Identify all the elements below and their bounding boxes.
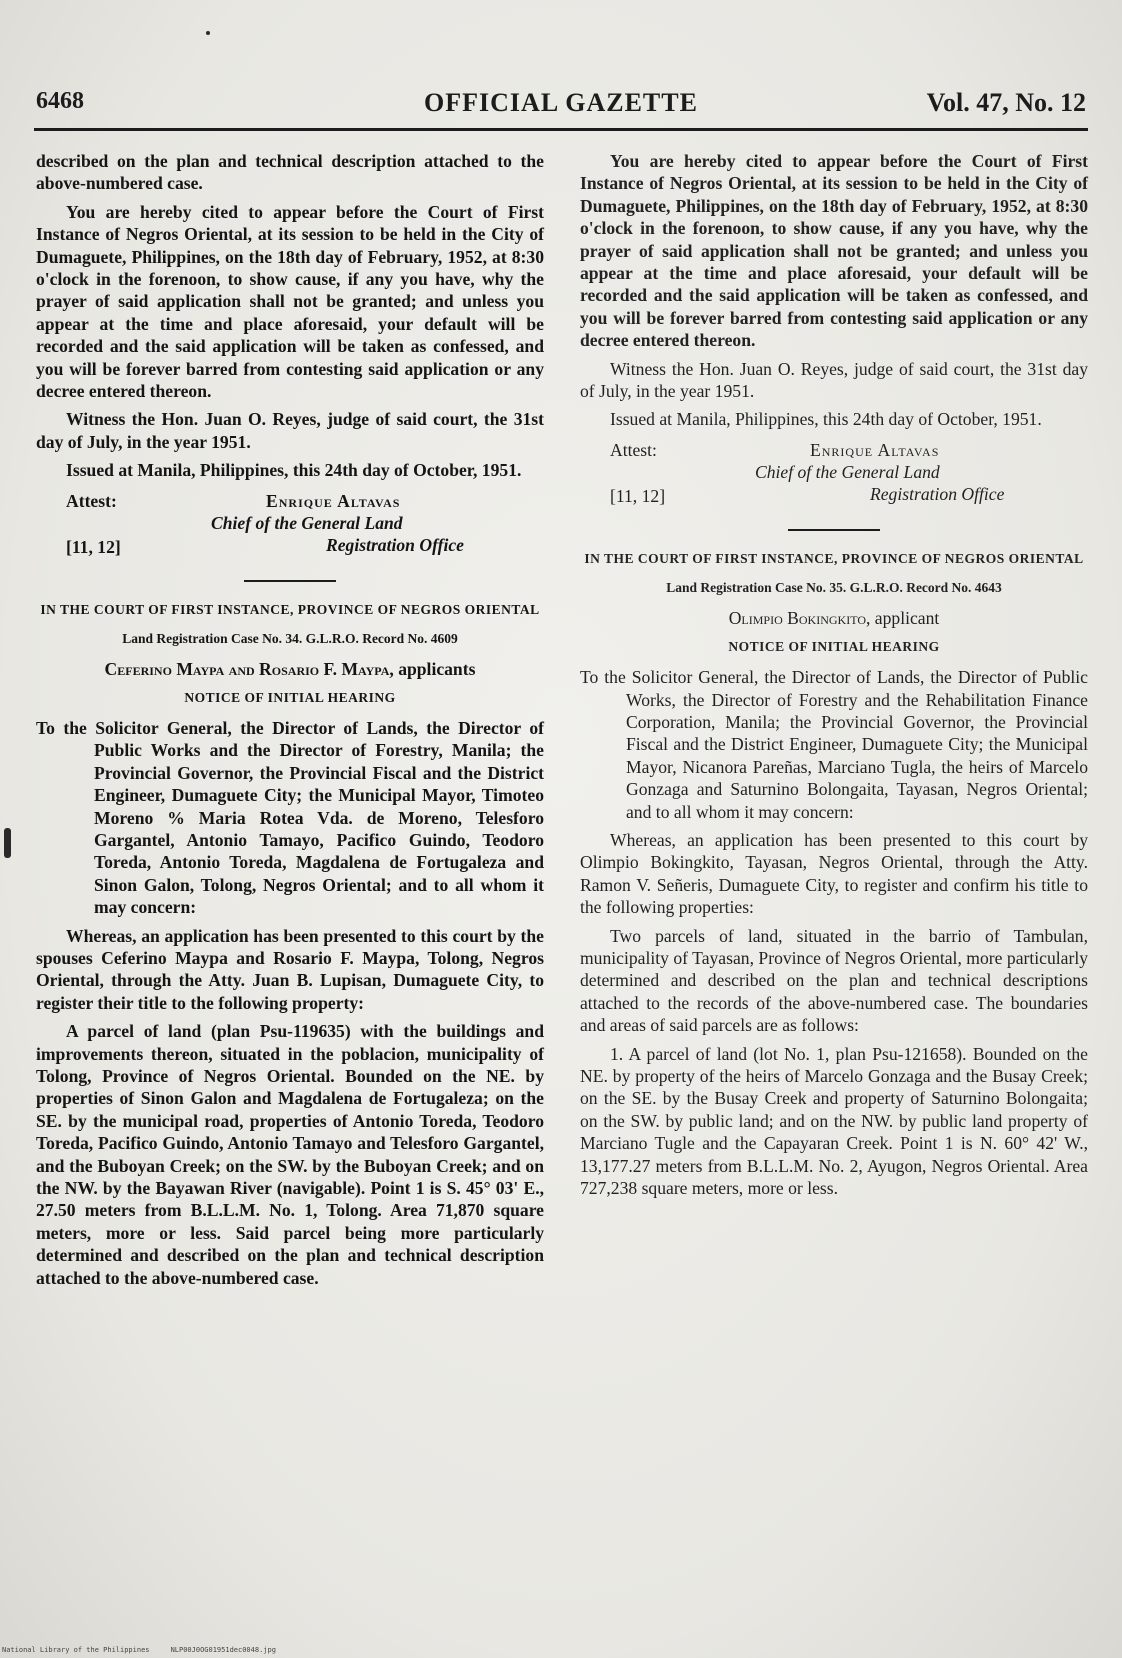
paragraph: 1. A parcel of land (lot No. 1, plan Psu-121658). Bounded on the NE. by property of the heirs of Marcelo Gonzaga and the Busay Creek; on the SE. by the Busay Creek and property of Saturnino Bolongaita; on the SW. by public land; and on the NW. by public land property of Marciano Tugle and the Capayaran Creek. Point 1 is N. 60° 42' W., 13,177.27 meters from B.L.L.M. No. 2, Ayugon, Negros Oriental. Area 727,238 square meters, more or less. (580, 1043, 1088, 1199)
paragraph: Issued at Manila, Philippines, this 24th day of October, 1951. (610, 409, 1042, 430)
attestation-block (36, 490, 544, 562)
notice-heading: NOTICE OF INITIAL HEARING (184, 689, 396, 705)
case-number: Land Registration Case No. 35. G.L.R.O. Record No. 4643 (666, 579, 1002, 595)
case-number: Land Registration Case No. 34. G.L.R.O. Record No. 4609 (122, 630, 458, 646)
paragraph: Whereas, an application has been presented to this court by Olimpio Bokingkito, Tayasan, Negros Oriental, through the Atty. Ramon V. Señeris, Dumaguete City, to register and confirm his title to the following properties: (580, 829, 1088, 918)
header-rule (34, 128, 1088, 131)
issue-numbers: [11, 12] (66, 536, 121, 557)
applicant-names: Ceferino Maypa and Rosario F. Maypa (104, 659, 390, 680)
volume-number: Vol. 47, No. 12 (926, 88, 1086, 117)
paragraph: Issued at Manila, Philippines, this 24th day of October, 1951. (66, 460, 522, 481)
signatory-name: Enrique Altavas (810, 439, 940, 460)
issue-numbers: [11, 12] (610, 485, 666, 506)
addressees: To the Solicitor General, the Director of Lands, the Director of Public Works, the Director of Forestry and the Rehabilitation Finance Corporation, Manila; the Provincial Governor, the Provincial Fiscal and the District Engineer, Dumaguete City; the Municipal Mayor, Nicanora Pareñas, Marciano Tugla, the heirs of Marcelo Gonzaga and Saturnino Bolongaita, Tayasan, Negros Oriental; and to all whom it may concern: (580, 667, 1088, 822)
paragraph: You are hereby cited to appear before the Court of First Instance of Negros Oriental, at its session to be held in the City of Dumaguete, Philippines, on the 18th day of February, 1952, at 8:30 o'clock in the forenoon, to show cause, if any you have, why the prayer of said application shall not be granted; and unless you appear at the time and place aforesaid, your default will be recorded and the said application will be taken as confessed, and you will be forever barred from contesting said application or any decree entered thereon. (36, 201, 544, 402)
paragraph: described on the plan and technical description attached to the above-numbered case. (36, 151, 544, 194)
paragraph: Two parcels of land, situated in the barrio of Tambulan, municipality of Tayasan, Province of Negros Oriental, more particularly determined and described on the plan and technical descriptions attached to the records of the above-numbered case. The boundaries and areas of said parcels are as follows: (580, 925, 1088, 1036)
paragraph: A parcel of land (plan Psu-119635) with the buildings and improvements thereon, situated in the poblacion, municipality of Tolong, Province of Negros Oriental. Bounded on the NE. by properties of Sinon Galon and Magdalena de Fortugaleza; on the SE. by the municipal road, properties of Antonio Toreda, Teodoro Toreda, Pacifico Guindo, Antonio Tamayo and Telesforo Gargantel, and the Buboyan Creek; on the SW. by the Buboyan Creek; and on the NW. by the Bayawan River (navigable). Point 1 is S. 45° 03' E., 27.50 meters from B.L.L.M. No. 1, Tolong. Area 71,870 square meters, more or less. Said parcel being more particularly determined and described on the plan and technical description attached to the above-numbered case. (36, 1021, 544, 1288)
section-separator (244, 580, 336, 582)
page-number: 6468 (36, 88, 84, 114)
applicant-names: Olimpio Bokingkito (728, 608, 866, 629)
ink-smudge (4, 828, 11, 858)
applicant-role: , applicants (389, 659, 476, 680)
attestation-block (580, 439, 1088, 511)
applicants-line (580, 607, 1088, 629)
left-column (36, 150, 544, 1295)
applicants-line (36, 658, 544, 680)
ink-smudge (206, 31, 210, 35)
notice-heading: NOTICE OF INITIAL HEARING (728, 638, 940, 654)
applicant-role: , applicant (866, 608, 940, 629)
court-heading: IN THE COURT OF FIRST INSTANCE, PROVINCE OF NEGROS ORIENTAL (584, 550, 1084, 566)
paragraph: Witness the Hon. Juan O. Reyes, judge of said court, the 31st day of July, in the year 1951. (580, 358, 1088, 402)
section-separator (788, 529, 880, 531)
court-heading: IN THE COURT OF FIRST INSTANCE, PROVINCE OF NEGROS ORIENTAL (40, 601, 540, 617)
attest-label: Attest: (610, 439, 657, 460)
signatory-title: Chief of the General Land (211, 512, 403, 533)
attest-label: Attest: (66, 490, 117, 511)
signatory-office: Registration Office (326, 534, 464, 555)
paragraph: Whereas, an application has been presented to this court by the spouses Ceferino Maypa and Rosario F. Maypa, Tolong, Negros Oriental, through the Atty. Juan B. Lupisan, Dumaguete City, to register their title to the following property: (36, 925, 544, 1013)
publication-title: OFFICIAL GAZETTE (424, 88, 698, 117)
addressees: To the Solicitor General, the Director of Lands, the Director of Public Works and the Director of Forestry, Manila; the Provincial Governor, the Provincial Fiscal and the District Engineer, Dumaguete City; the Municipal Mayor, Timoteo Moreno % Maria Rotea Vda. de Moreno, Telesforo Gargantel, Antonio Tamayo, Pacifico Guindo, Teodoro Toreda, Antonio Toreda, Magdalena de Fortugaleza and Sinon Galon, Tolong, Negros Oriental; and to all whom it may concern: (36, 717, 544, 918)
signatory-title: Chief of the General Land (755, 461, 940, 482)
page-header (36, 88, 1086, 124)
paragraph: You are hereby cited to appear before the Court of First Instance of Negros Oriental, at its session to be held in the City of Dumaguete, Philippines, on the 18th day of February, 1952, at 8:30 o'clock in the forenoon, to show cause, if any you have, why the prayer of said application shall not be granted; and unless you appear at the time and place aforesaid, your default will be recorded and the said application will be taken as confessed, and you will be forever barred from contesting said application or any decree entered thereon. (580, 151, 1088, 351)
right-column (580, 150, 1088, 1205)
signatory-office: Registration Office (870, 483, 1005, 504)
signatory-name: Enrique Altavas (266, 490, 401, 511)
paragraph: Witness the Hon. Juan O. Reyes, judge of said court, the 31st day of July, in the year 1951. (36, 409, 544, 452)
scan-footer: National Library of the Philippines NLP00J0OG01951dec0048.jpg (2, 1646, 276, 1654)
